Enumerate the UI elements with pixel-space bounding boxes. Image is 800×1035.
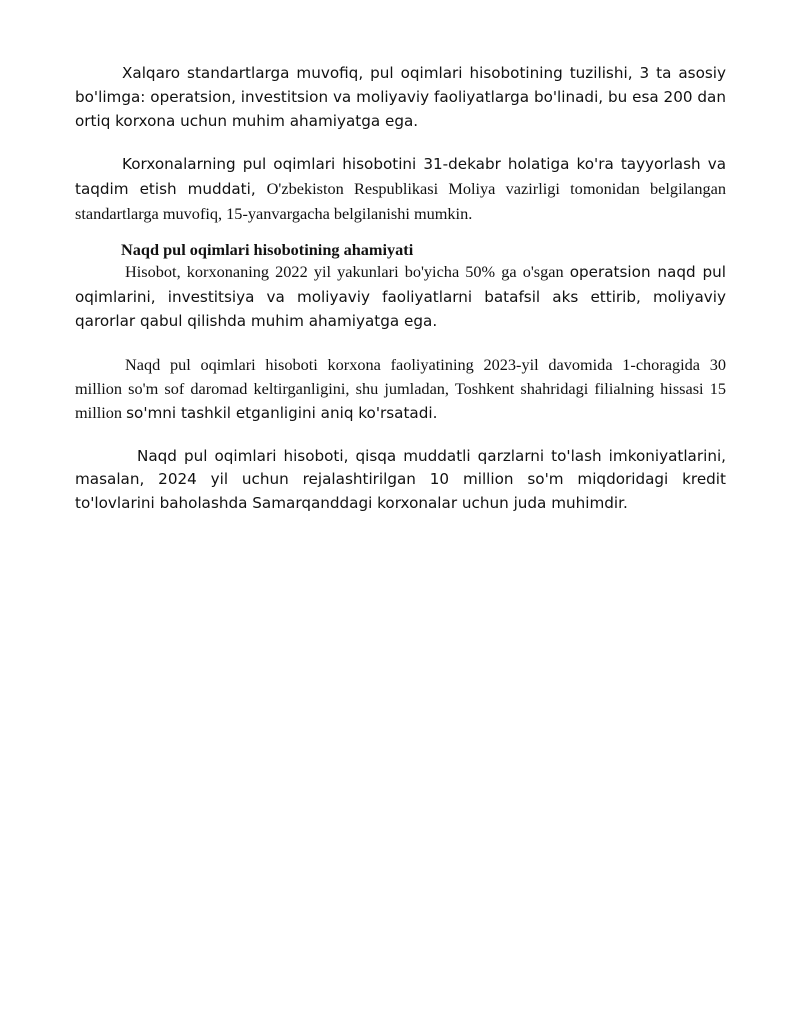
paragraph-reporting-deadline-part1: Korxonalarning pul oqimlari hisobotini 31-dekabr holatiga ko'ra tayyorlash va taqdim etish muddati, bbox=[75, 155, 726, 199]
paragraph-reporting-deadline bbox=[75, 152, 726, 225]
section-heading: Naqd pul oqimlari hisobotining ahamiyati bbox=[121, 239, 414, 259]
paragraph-net-income-part2: so'mni tashkil etganligini aniq ko'rsatadi. bbox=[126, 403, 438, 422]
paragraph-net-income bbox=[75, 353, 726, 425]
paragraph-spacer bbox=[75, 334, 726, 353]
paragraph-report-importance bbox=[75, 260, 726, 334]
paragraph-spacer bbox=[75, 226, 726, 239]
paragraph-spacer bbox=[75, 426, 726, 445]
paragraph-report-importance-part1: Hisobot, korxonaning 2022 yil yakunlari bo'yicha 50% ga o'sgan bbox=[125, 261, 570, 281]
paragraph-short-term-debt: Naqd pul oqimlari hisoboti, qisqa muddatli qarzlarni to'lash imkoniyatlarini, masalan, 2024 yil uchun rejalashtirilgan 10 million so'm miqdoridagi kredit to'lovlarini baholashda Samarqanddagi korxonalar uchun juda muhimdir. bbox=[75, 446, 726, 513]
paragraph-net-income-part1: Naqd pul oqimlari hisoboti korxona faoliyatining 2023-yil davomida 1-choragida 30 million so'm sof daromad keltirganligini, shu jumladan, Toshkent shahridagi filialning hissasi 15 million bbox=[75, 355, 726, 422]
paragraph-spacer bbox=[75, 133, 726, 152]
paragraph-reporting-deadline-part2: O'zbekiston Respublikasi Moliya vazirligi tomonidan belgilangan standartlarga muvofiq, 15-yanvargacha belgilanishi mumkin. bbox=[75, 179, 726, 223]
document-page bbox=[75, 62, 726, 516]
paragraph-cash-flow-structure: Xalqaro standartlarga muvofiq, pul oqimlari hisobotining tuzilishi, 3 ta asosiy bo'limga: operatsion, investitsion va moliyaviy faoliyatlarga bo'linadi, bu esa 200 dan ortiq korxona uchun muhim ahamiyatga ega. bbox=[75, 64, 726, 130]
paragraph-report-importance-part2: operatsion naqd pul oqimlarini, investitsiya va moliyaviy faoliyatlarni batafsil aks ettirib, moliyaviy qarorlar qabul qilishda muhim ahamiyatga ega. bbox=[75, 262, 726, 331]
